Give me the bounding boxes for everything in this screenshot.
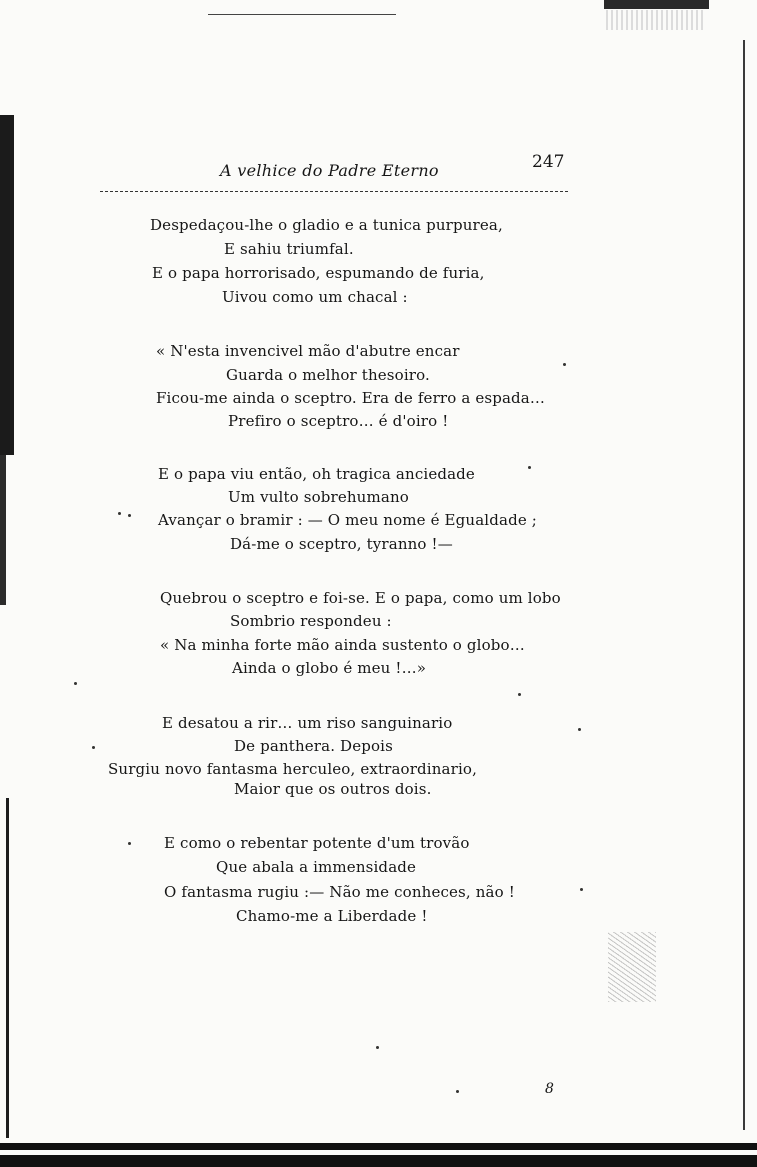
- scan-right-edge: [743, 40, 745, 1130]
- verse-line: Surgiu novo fantasma herculeo, extraordinario,: [108, 760, 478, 778]
- verse-line: Um vulto sobrehumano: [228, 488, 409, 506]
- verse-line: Despedaçou-lhe o gladio e a tunica purpurea,: [150, 216, 503, 234]
- running-title: A velhice do Padre Eterno: [220, 161, 439, 180]
- scan-speck: [456, 1090, 459, 1093]
- scan-speck: [74, 682, 77, 685]
- scan-speck: [580, 888, 583, 891]
- scan-speck: [518, 693, 521, 696]
- verse-line: « Na minha forte mão ainda sustento o globo…: [160, 636, 525, 654]
- verse-line: Ainda o globo é meu !…»: [232, 659, 427, 677]
- verse-line: Dá-me o sceptro, tyranno !—: [230, 535, 453, 553]
- verse-line: Maior que os outros dois.: [234, 780, 432, 798]
- verse-line: Avançar o bramir : — O meu nome é Egualdade ;: [158, 511, 537, 529]
- scan-speck: [118, 512, 121, 515]
- scan-left-edge-lower: [0, 455, 6, 605]
- verse-line: O fantasma rugiu :— Não me conheces, não !: [164, 883, 515, 901]
- scan-top-rule: [208, 14, 396, 15]
- verse-line: E o papa horrorisado, espumando de furia,: [152, 264, 485, 282]
- scan-top-right-mark: [604, 0, 709, 9]
- verse-line: Sombrio respondeu :: [230, 612, 392, 630]
- verse-line: Quebrou o sceptro e foi-se. E o papa, como um lobo: [160, 589, 561, 607]
- scan-speck: [128, 514, 131, 517]
- scan-speck: [528, 466, 531, 469]
- verse-line: E desatou a rir… um riso sanguinario: [162, 714, 453, 732]
- verse-line: Guarda o melhor thesoiro.: [226, 366, 430, 384]
- verse-line: E o papa viu então, oh tragica anciedade: [158, 465, 475, 483]
- scan-left-edge: [0, 115, 14, 455]
- verse-line: Ficou-me ainda o sceptro. Era de ferro a espada…: [156, 389, 546, 407]
- scan-speck: [563, 363, 566, 366]
- scan-speck: [92, 746, 95, 749]
- verse-line: E como o rebentar potente d'um trovão: [164, 834, 470, 852]
- verse-line: E sahiu triumfal.: [224, 240, 354, 258]
- verse-line: Uivou como um chacal :: [222, 288, 408, 306]
- scan-speck: [376, 1046, 379, 1049]
- verse-line: Prefiro o sceptro… é d'oiro !: [228, 412, 449, 430]
- verse-line: Chamo-me a Liberdade !: [236, 907, 428, 925]
- scan-left-thin-edge: [6, 798, 9, 1138]
- scan-speck: [578, 728, 581, 731]
- scan-bottom-edge: [0, 1143, 757, 1167]
- verse-line: Que abala a immensidade: [216, 858, 417, 876]
- verse-line: De panthera. Depois: [234, 737, 393, 755]
- scan-speck: [128, 842, 131, 845]
- verse-line: « N'esta invencivel mão d'abutre encar: [156, 342, 460, 360]
- scan-top-right-noise: [606, 10, 704, 30]
- signature-mark: 8: [545, 1081, 554, 1097]
- scan-stain: [608, 932, 656, 1002]
- page-number: 247: [532, 152, 565, 172]
- running-head: [100, 150, 568, 194]
- header-rule: [100, 191, 568, 192]
